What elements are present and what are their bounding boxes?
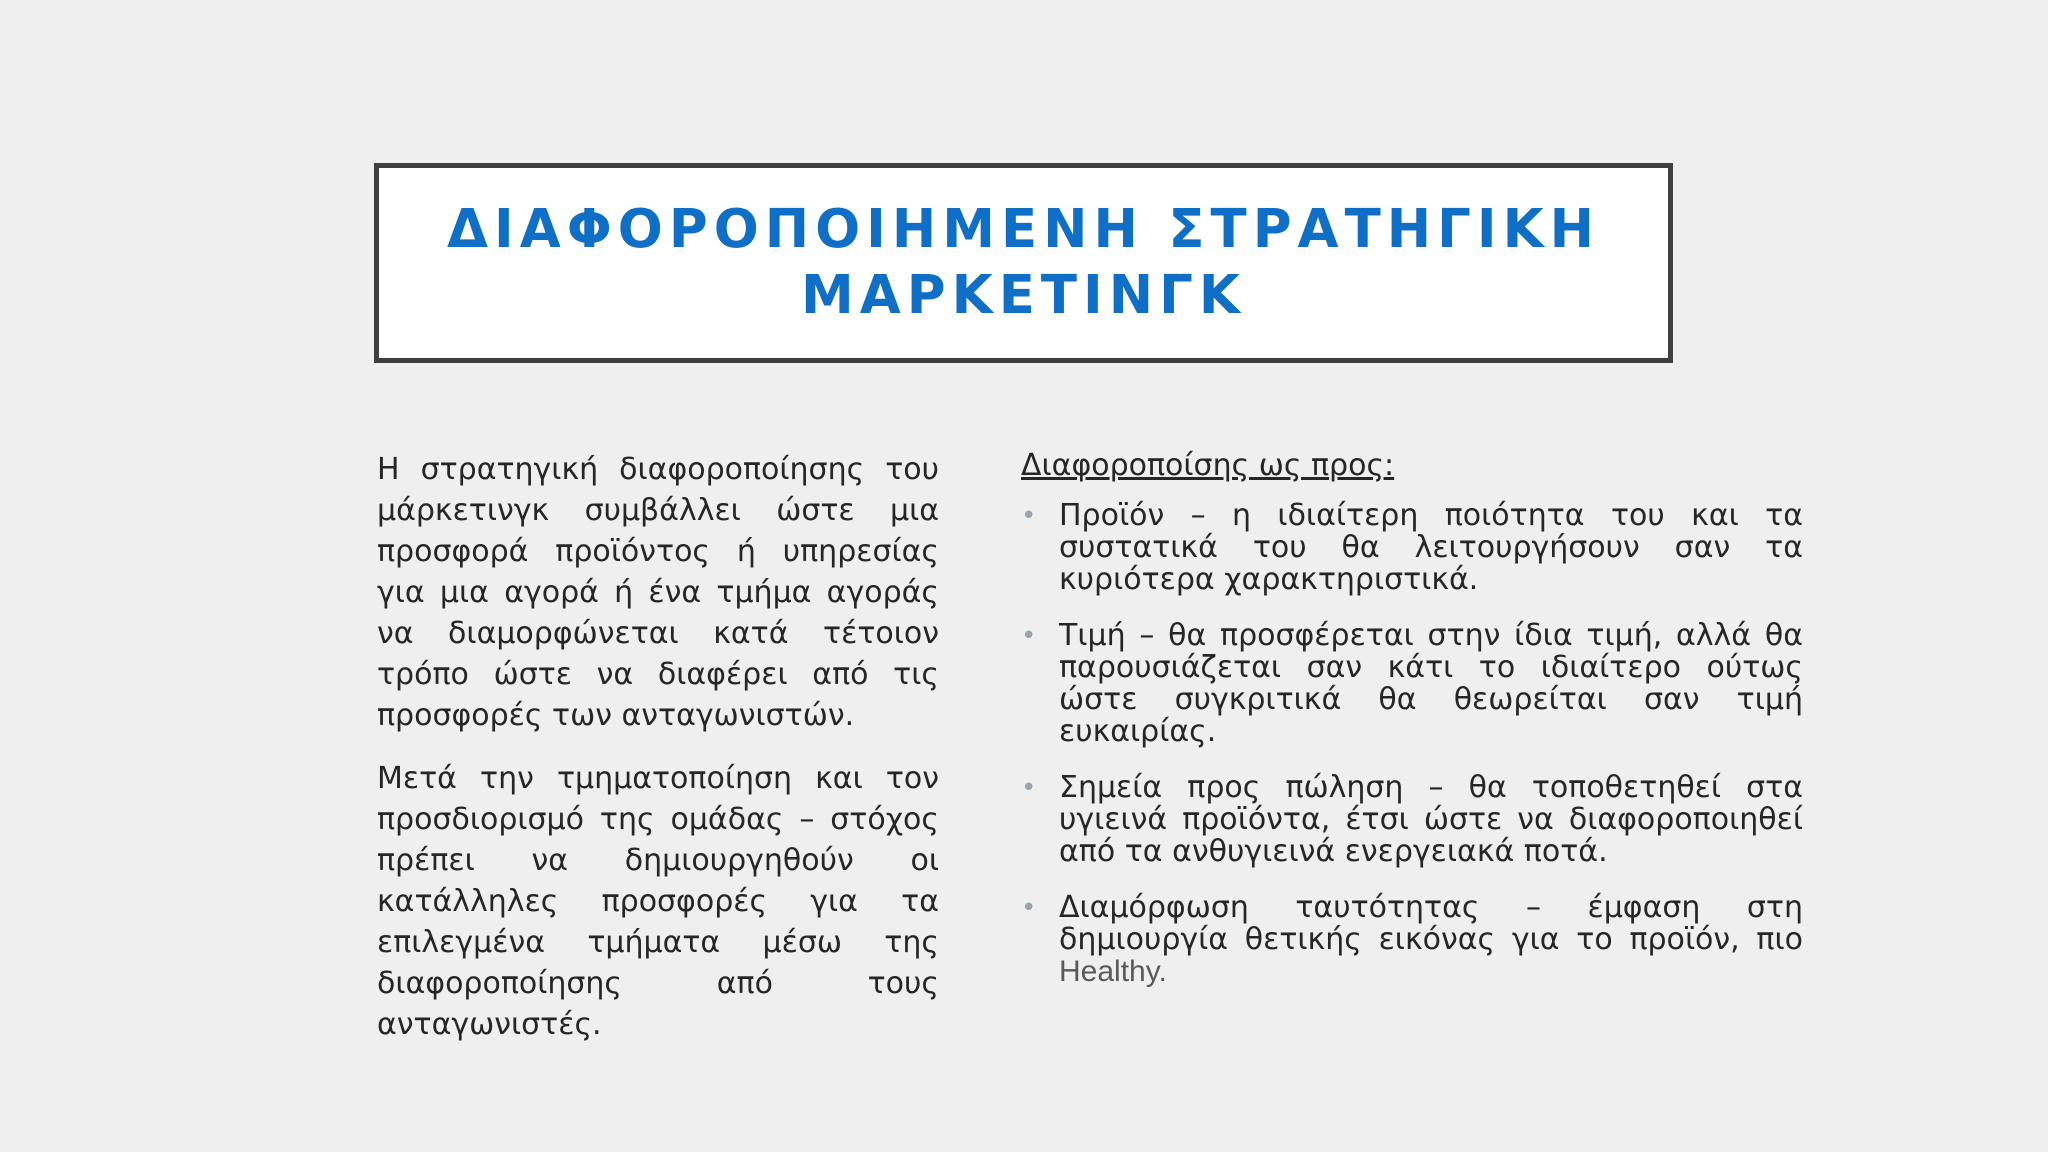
bullet-icon: •: [1021, 773, 1037, 803]
differentiation-heading: Διαφοροποίσης ως προς:: [1021, 448, 1395, 483]
list-item-product: [1021, 500, 1803, 596]
left-text-column: [377, 449, 939, 1045]
slide-title-line-2: ΜΑΡΚΕΤΙΝΓΚ: [801, 265, 1246, 326]
list-item-identity: [1021, 892, 1803, 988]
title-box: [374, 163, 1673, 363]
right-text-column: [1021, 446, 1803, 1012]
left-paragraph-2: Μετά την τμηματοποίηση και τον προσδιορισμό της ομάδας – στόχος πρέπει να δημιουργηθούν οι κατάλληλες προσφορές για τα επιλεγμένα τμήματα μέσω της διαφοροποίησης από τους ανταγωνιστές.: [377, 761, 939, 1042]
list-item-place: [1021, 772, 1803, 868]
bullet-icon: •: [1021, 893, 1037, 923]
bullet-icon: •: [1021, 621, 1037, 651]
list-item-text: Σημεία προς πώληση – θα τοποθετηθεί στα υγιεινά προϊόντα, έτσι ώστε να διαφοροποιηθεί από τα ανθυγιεινά ενεργειακά ποτά.: [1059, 770, 1803, 869]
list-item-text: Προϊόν – η ιδιαίτερη ποιότητα του και τα συστατικά του θα λειτουργήσουν σαν τα κυριότερα χαρακτηριστικά.: [1059, 498, 1803, 597]
slide-title: [447, 197, 1600, 329]
list-item-text: Διαμόρφωση ταυτότητας – έμφαση στη δημιουργία θετικής εικόνας για το προϊόν, πιο: [1059, 890, 1803, 957]
left-paragraph-1: Η στρατηγική διαφοροποίησης του μάρκετινγκ συμβάλλει ώστε μια προσφορά προϊόντος ή υπηρεσίας για μια αγορά ή ένα τμήμα αγοράς να διαμορφώνεται κατά τέτοιον τρόπο ώστε να διαφέρει από τις προσφορές των ανταγωνιστών.: [377, 452, 939, 733]
differentiation-list: [1021, 500, 1803, 988]
healthy-word: Healthy.: [1059, 955, 1167, 988]
list-item-price: [1021, 620, 1803, 748]
slide-title-line-1: ΔΙΑΦΟΡΟΠΟΙΗΜΕΝΗ ΣΤΡΑΤΗΓΙΚΗ: [446, 199, 1600, 260]
list-item-text: Τιμή – θα προσφέρεται στην ίδια τιμή, αλλά θα παρουσιάζεται σαν κάτι το ιδιαίτερο ούτως ώστε συγκριτικά θα θεωρείται σαν τιμή ευκαιρίας.: [1059, 618, 1803, 749]
bullet-icon: •: [1021, 501, 1037, 531]
